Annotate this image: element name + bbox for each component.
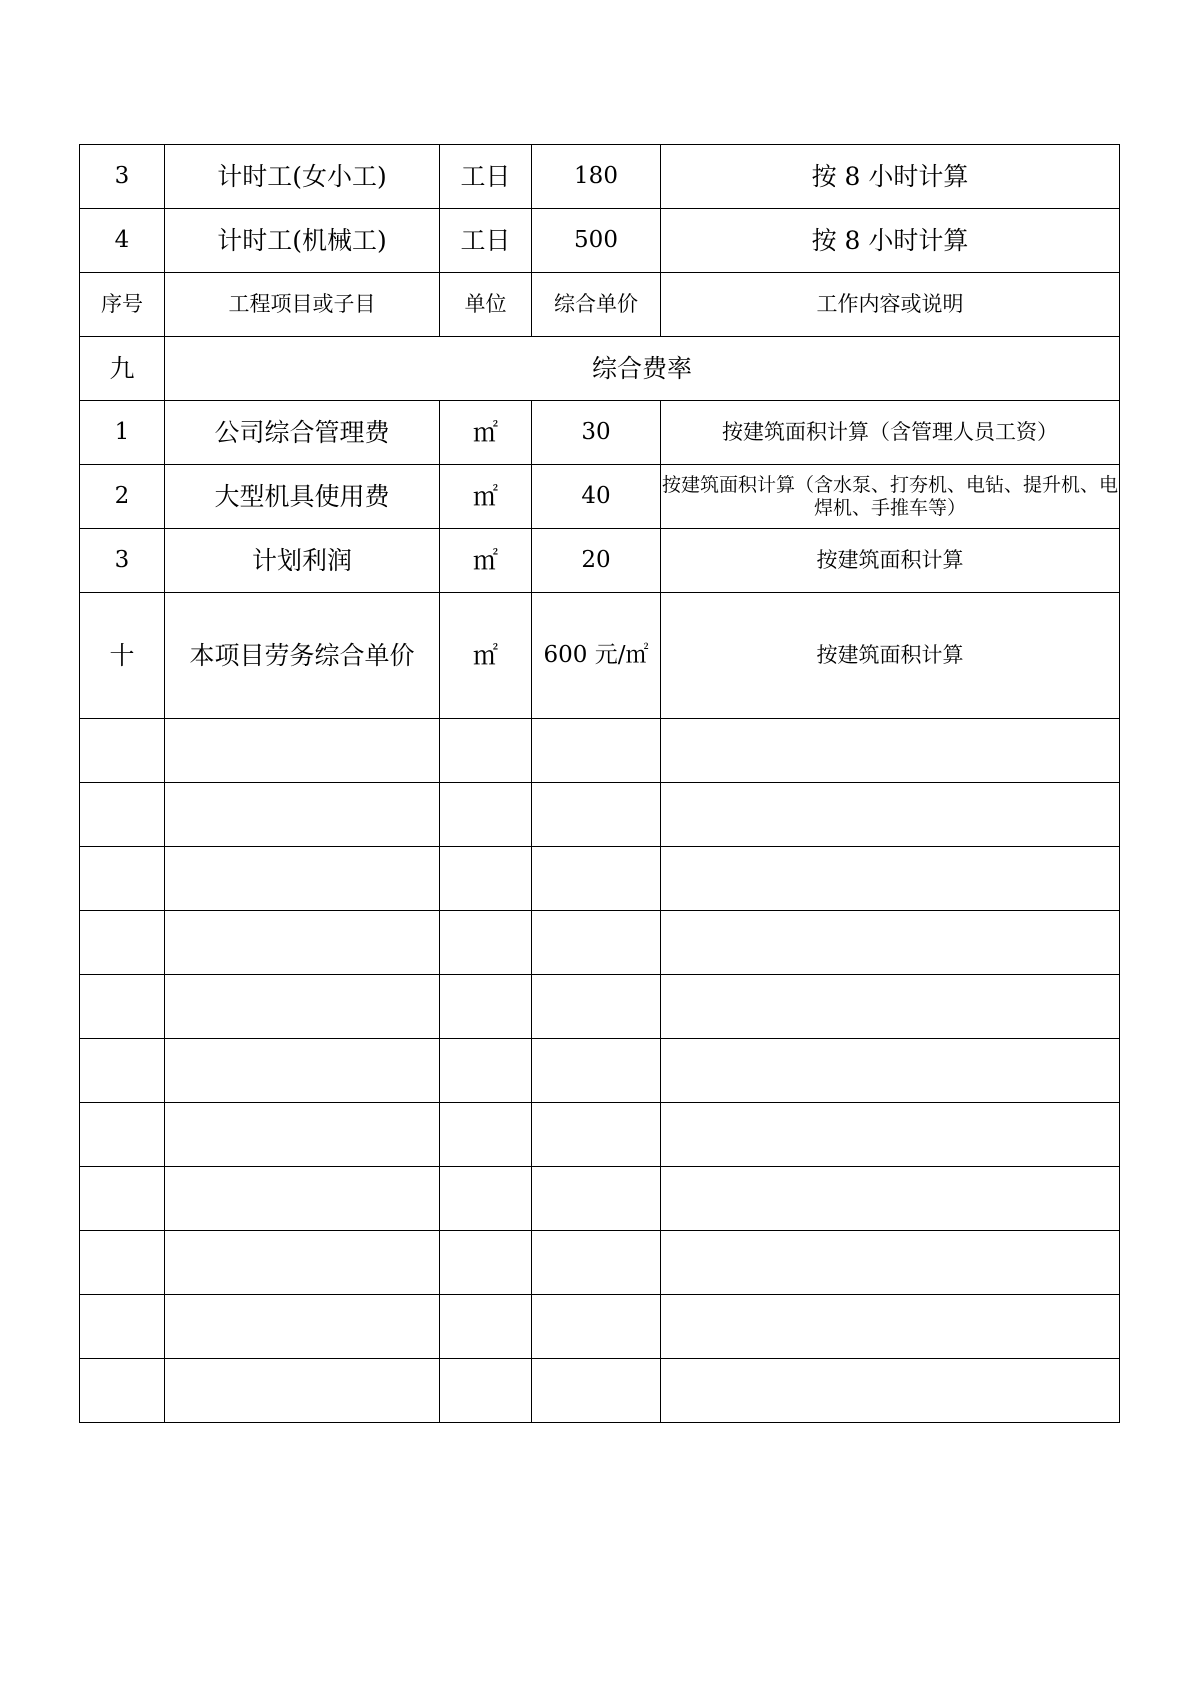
empty-cell: [532, 1103, 661, 1167]
section-title: 综合费率: [165, 337, 1120, 401]
row-item: 计时工(女小工): [165, 145, 440, 209]
empty-cell: [661, 1167, 1120, 1231]
empty-cell: [661, 719, 1120, 783]
empty-cell: [532, 1231, 661, 1295]
empty-cell: [165, 975, 440, 1039]
header-description: 工作内容或说明: [661, 273, 1120, 337]
empty-cell: [532, 1039, 661, 1103]
empty-row: [80, 1167, 1120, 1231]
empty-cell: [80, 847, 165, 911]
table-row: [80, 465, 1120, 529]
empty-row: [80, 847, 1120, 911]
empty-cell: [165, 911, 440, 975]
empty-cell: [80, 911, 165, 975]
header-price: 综合单价: [532, 273, 661, 337]
row-number: 3: [80, 145, 165, 209]
empty-cell: [165, 1231, 440, 1295]
empty-cell: [165, 1359, 440, 1423]
empty-cell: [165, 719, 440, 783]
row-unit: 工日: [440, 145, 532, 209]
row-unit: 工日: [440, 209, 532, 273]
section-row: [80, 337, 1120, 401]
header-item: 工程项目或子目: [165, 273, 440, 337]
empty-cell: [532, 1295, 661, 1359]
header-unit: 单位: [440, 273, 532, 337]
empty-row: [80, 1295, 1120, 1359]
row-price: 40: [532, 465, 661, 529]
empty-cell: [661, 783, 1120, 847]
row-item: 大型机具使用费: [165, 465, 440, 529]
empty-row: [80, 975, 1120, 1039]
empty-cell: [440, 719, 532, 783]
empty-cell: [165, 1295, 440, 1359]
empty-cell: [532, 1359, 661, 1423]
empty-cell: [80, 1167, 165, 1231]
row-number: 1: [80, 401, 165, 465]
row-number: 4: [80, 209, 165, 273]
empty-cell: [440, 975, 532, 1039]
empty-cell: [661, 1359, 1120, 1423]
empty-cell: [661, 911, 1120, 975]
row-number: 2: [80, 465, 165, 529]
pricing-table: [79, 144, 1120, 1423]
empty-cell: [80, 1039, 165, 1103]
empty-cell: [440, 1295, 532, 1359]
empty-cell: [440, 1039, 532, 1103]
empty-cell: [532, 847, 661, 911]
empty-row: [80, 719, 1120, 783]
empty-row: [80, 783, 1120, 847]
total-description: 按建筑面积计算: [661, 593, 1120, 719]
table-row: [80, 401, 1120, 465]
row-price: 180: [532, 145, 661, 209]
row-price: 500: [532, 209, 661, 273]
empty-cell: [80, 1103, 165, 1167]
empty-cell: [440, 911, 532, 975]
header-row: [80, 273, 1120, 337]
empty-cell: [165, 1167, 440, 1231]
empty-cell: [440, 783, 532, 847]
row-price: 20: [532, 529, 661, 593]
empty-row: [80, 1103, 1120, 1167]
empty-row: [80, 1231, 1120, 1295]
empty-cell: [80, 1295, 165, 1359]
row-description: 按建筑面积计算: [661, 529, 1120, 593]
total-row: [80, 593, 1120, 719]
empty-cell: [532, 719, 661, 783]
row-description: 按建筑面积计算（含管理人员工资）: [661, 401, 1120, 465]
empty-cell: [661, 1295, 1120, 1359]
row-unit: ㎡: [440, 465, 532, 529]
empty-cell: [532, 975, 661, 1039]
empty-cell: [80, 1359, 165, 1423]
empty-cell: [532, 1167, 661, 1231]
row-unit: ㎡: [440, 529, 532, 593]
total-price: 600 元/㎡: [532, 593, 661, 719]
empty-cell: [661, 1231, 1120, 1295]
row-unit: ㎡: [440, 401, 532, 465]
total-item: 本项目劳务综合单价: [165, 593, 440, 719]
table-row: [80, 209, 1120, 273]
row-description: 按建筑面积计算（含水泵、打夯机、电钻、提升机、电焊机、手推车等）: [661, 465, 1120, 529]
empty-cell: [532, 911, 661, 975]
empty-cell: [440, 1359, 532, 1423]
row-item: 公司综合管理费: [165, 401, 440, 465]
row-number: 3: [80, 529, 165, 593]
empty-cell: [165, 847, 440, 911]
row-price: 30: [532, 401, 661, 465]
empty-cell: [661, 975, 1120, 1039]
empty-cell: [165, 1103, 440, 1167]
total-number: 十: [80, 593, 165, 719]
empty-cell: [661, 847, 1120, 911]
row-description: 按 8 小时计算: [661, 209, 1120, 273]
row-item: 计时工(机械工): [165, 209, 440, 273]
section-number: 九: [80, 337, 165, 401]
empty-cell: [661, 1039, 1120, 1103]
empty-row: [80, 1039, 1120, 1103]
empty-cell: [440, 847, 532, 911]
row-item: 计划利润: [165, 529, 440, 593]
empty-cell: [661, 1103, 1120, 1167]
empty-cell: [80, 783, 165, 847]
empty-row: [80, 1359, 1120, 1423]
table-row: [80, 529, 1120, 593]
row-description: 按 8 小时计算: [661, 145, 1120, 209]
empty-cell: [80, 1231, 165, 1295]
total-unit: ㎡: [440, 593, 532, 719]
empty-cell: [80, 719, 165, 783]
empty-cell: [440, 1167, 532, 1231]
empty-cell: [532, 783, 661, 847]
empty-row: [80, 911, 1120, 975]
empty-cell: [440, 1231, 532, 1295]
empty-cell: [165, 1039, 440, 1103]
empty-cell: [440, 1103, 532, 1167]
empty-cell: [80, 975, 165, 1039]
header-number: 序号: [80, 273, 165, 337]
empty-cell: [165, 783, 440, 847]
table-row: [80, 145, 1120, 209]
